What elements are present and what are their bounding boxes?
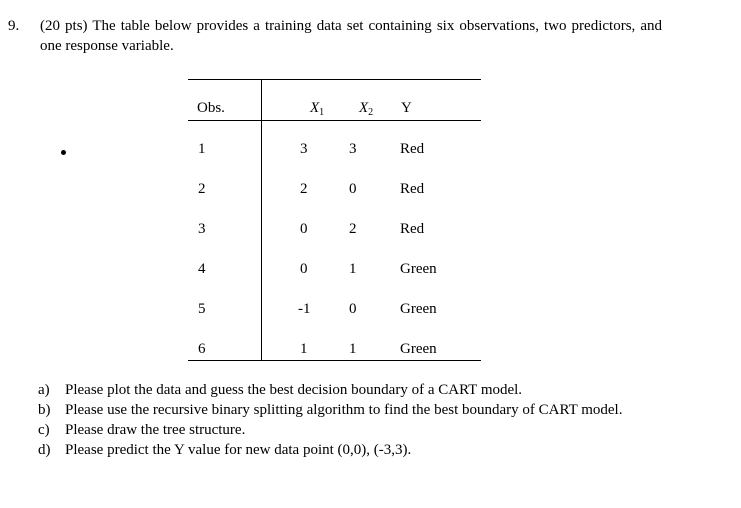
cell-y: Red <box>400 221 425 237</box>
question-number: 9. <box>8 18 20 34</box>
part-b <box>38 400 664 420</box>
cell-obs: 4 <box>198 261 206 277</box>
cell-x1: -1 <box>298 301 311 317</box>
header-x2 <box>359 98 373 123</box>
header-x1-sub: 1 <box>319 107 325 118</box>
part-text: Please plot the data and guess the best decision boundary of a CART model. <box>65 382 523 398</box>
part-d <box>38 440 664 460</box>
cell-x1: 1 <box>300 341 308 357</box>
cell-obs: 2 <box>198 181 206 197</box>
cell-x2: 2 <box>349 221 357 237</box>
header-obs: Obs. <box>197 100 225 116</box>
part-text: Please predict the Y value for new data point (0,0), (-3,3). <box>65 442 412 458</box>
part-c <box>38 420 664 440</box>
cell-x1: 0 <box>300 221 308 237</box>
cell-x2: 1 <box>349 261 357 277</box>
part-label: a) <box>38 382 50 398</box>
cell-x2: 3 <box>349 141 357 157</box>
part-label: d) <box>38 442 51 458</box>
table-bottom-rule <box>188 360 481 361</box>
cell-y: Green <box>400 261 437 277</box>
data-table <box>188 79 481 361</box>
part-a <box>38 380 664 400</box>
part-label: c) <box>38 422 50 438</box>
table-top-rule <box>188 79 481 80</box>
cell-x2: 1 <box>349 341 357 357</box>
part-label: b) <box>38 402 51 418</box>
question-parts <box>38 380 664 460</box>
cell-x2: 0 <box>349 181 357 197</box>
bullet-dot <box>61 150 66 155</box>
table-column-divider <box>261 79 262 361</box>
part-text: Please use the recursive binary splitting algorithm to find the best boundary of CART model. <box>65 402 623 418</box>
table-header-rule <box>188 120 481 121</box>
header-x1-var: X <box>310 100 320 116</box>
cell-obs: 3 <box>198 221 206 237</box>
cell-obs: 5 <box>198 301 206 317</box>
cell-y: Green <box>400 301 437 317</box>
cell-y: Red <box>400 181 425 197</box>
header-x2-sub: 2 <box>368 107 374 118</box>
header-x2-var: X <box>359 100 369 116</box>
header-y: Y <box>401 100 412 116</box>
cell-y: Green <box>400 341 437 357</box>
header-x1 <box>310 98 324 123</box>
cell-x1: 3 <box>300 141 308 157</box>
cell-x2: 0 <box>349 301 357 317</box>
question-text: (20 pts) The table below provides a training data set containing six observations, two predictors, and one response variable. <box>40 18 662 54</box>
cell-y: Red <box>400 141 425 157</box>
cell-obs: 1 <box>198 141 206 157</box>
cell-x1: 2 <box>300 181 308 197</box>
cell-obs: 6 <box>198 341 206 357</box>
cell-x1: 0 <box>300 261 308 277</box>
part-text: Please draw the tree structure. <box>65 422 246 438</box>
